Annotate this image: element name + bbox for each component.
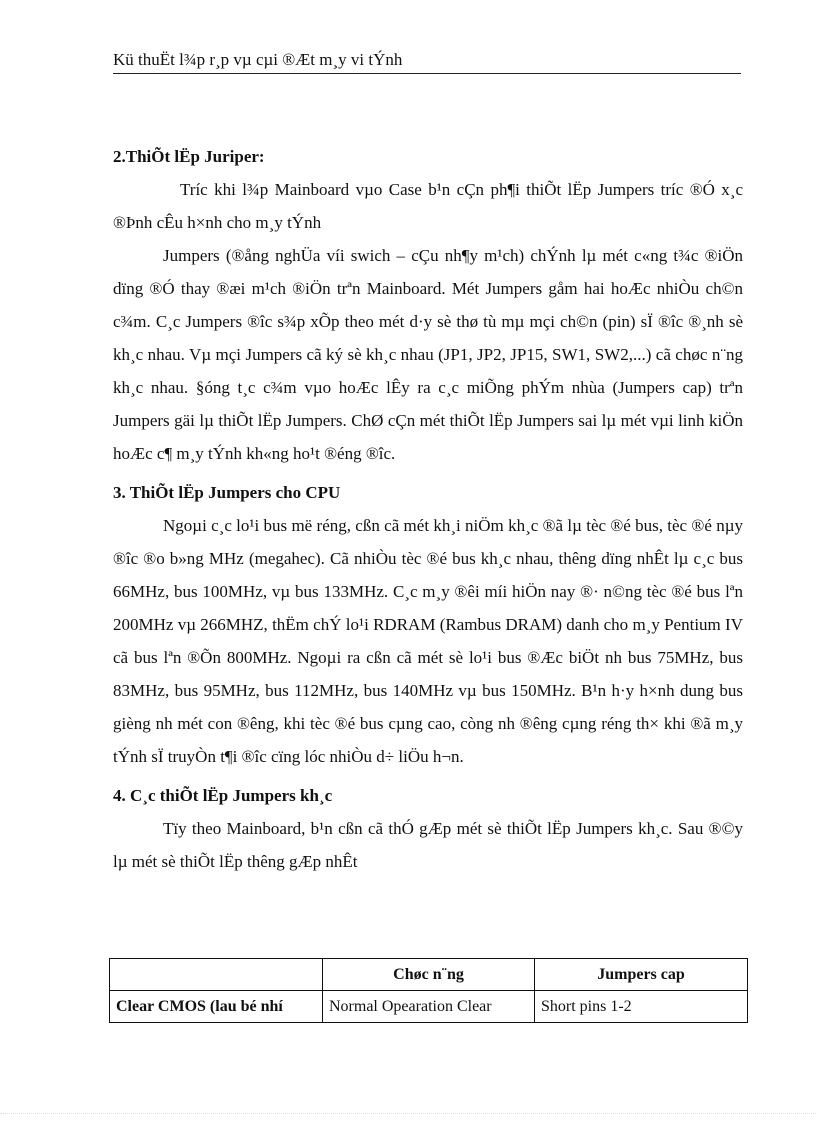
- table-cell: Normal Opearation Clear: [323, 991, 535, 1023]
- table-cell: Short pins 1-2: [535, 991, 748, 1023]
- paragraph: Tïy theo Mainboard, b¹n cßn cã thÓ gÆp mét sè thiÕt lËp Jumpers kh¸c. Sau ®©y lµ mét sè thiÕt lËp thêng gÆp nhÊt: [113, 819, 743, 871]
- section-heading-2: 2.ThiÕt lËp Juriper:: [113, 147, 265, 166]
- paragraph: Jumpers (®ång nghÜa víi swich – cÇu nh¶y m¹ch) chÝnh lµ mét c«ng t¾c ®iÖn dïng ®Ó thay ®æi m¹ch ®iÖn trªn Mainboard. Mét Jumpers gåm hai hoÆc nhiÒu ch©n c¾m. C¸c Jumpers ®îc s¾p xÕp theo mét d·y sè thø tù mµ mçi ch©n (pin) sÏ ®îc ®¸nh sè kh¸c nhau. Vµ mçi Jumpers cã ký sè kh¸c nhau (JP1, JP2, JP15, SW1, SW2,...) cã chøc n¨ng kh¸c nhau. §óng t¸c c¾m vµo hoÆc lÊy ra c¸c miÕng phÝm nhùa (Jumpers cap) trªn Jumpers gäi lµ thiÕt lËp Jumpers. ChØ cÇn mét thiÕt lËp Jumpers sai lµ mét vµi linh kiÖn hoÆc c¶ m¸y tÝnh kh«ng ho¹t ®éng ®îc.: [113, 246, 743, 463]
- table-row: [110, 991, 748, 1023]
- table-cell: Clear CMOS (lau bé nhí: [110, 991, 323, 1023]
- paragraph: Tríc khi l¾p Mainboard vµo Case b¹n cÇn ph¶i thiÕt lËp Jumpers tríc ®Ó x¸c ®Þnh cÊu h×nh cho m¸y tÝnh: [113, 180, 743, 232]
- document-body: [113, 140, 743, 878]
- jumpers-table: [109, 958, 748, 1023]
- table-header-row: [110, 959, 748, 991]
- paragraph: Ngoµi c¸c lo¹i bus më réng, cßn cã mét kh¸i niÖm kh¸c ®ã lµ tèc ®é bus, tèc ®é nµy ®îc ®o b»ng MHz (megahec). Cã nhiÒu tèc ®é bus kh¸c nhau, thêng dïng nhÊt lµ c¸c bus 66MHz, bus 100MHz, vµ bus 133MHz. C¸c m¸y ®êi míi hiÖn nay ®· n©ng tèc ®é bus lªn 200MHz vµ 266MHZ, thËm chÝ lo¹i RDRAM (Rambus DRAM) danh cho m¸y Pentium IV cã bus lªn ®Õn 800MHz. Ngoµi ra cßn cã mét sè lo¹i bus ®Æc biÖt nh bus 75MHz, bus 83MHz, bus 95MHz, bus 112MHz, bus 140MHz vµ bus 150MHz. B¹n h·y h×nh dung bus gièng nh mét con ®êng, khi tèc ®é bus cµng cao, còng nh ®êng cµng réng th× khi ®ã m¸y tÝnh sÏ truyÒn t¶i ®îc cïng lóc nhiÒu d÷ liÖu h¬n.: [113, 516, 743, 766]
- section-heading-4: 4. C¸c thiÕt lËp Jumpers kh¸c: [113, 786, 333, 805]
- section-heading-3: 3. ThiÕt lËp Jumpers cho CPU: [113, 483, 341, 502]
- table-header-cell: [110, 959, 323, 991]
- running-header: Kü thuËt l¾p r¸p vµ cµi ®Æt m¸y vi tÝnh: [113, 49, 741, 74]
- page-bottom-border: [0, 1113, 816, 1114]
- table-header-cell: Chøc n¨ng: [323, 959, 535, 991]
- table-header-cell: Jumpers cap: [535, 959, 748, 991]
